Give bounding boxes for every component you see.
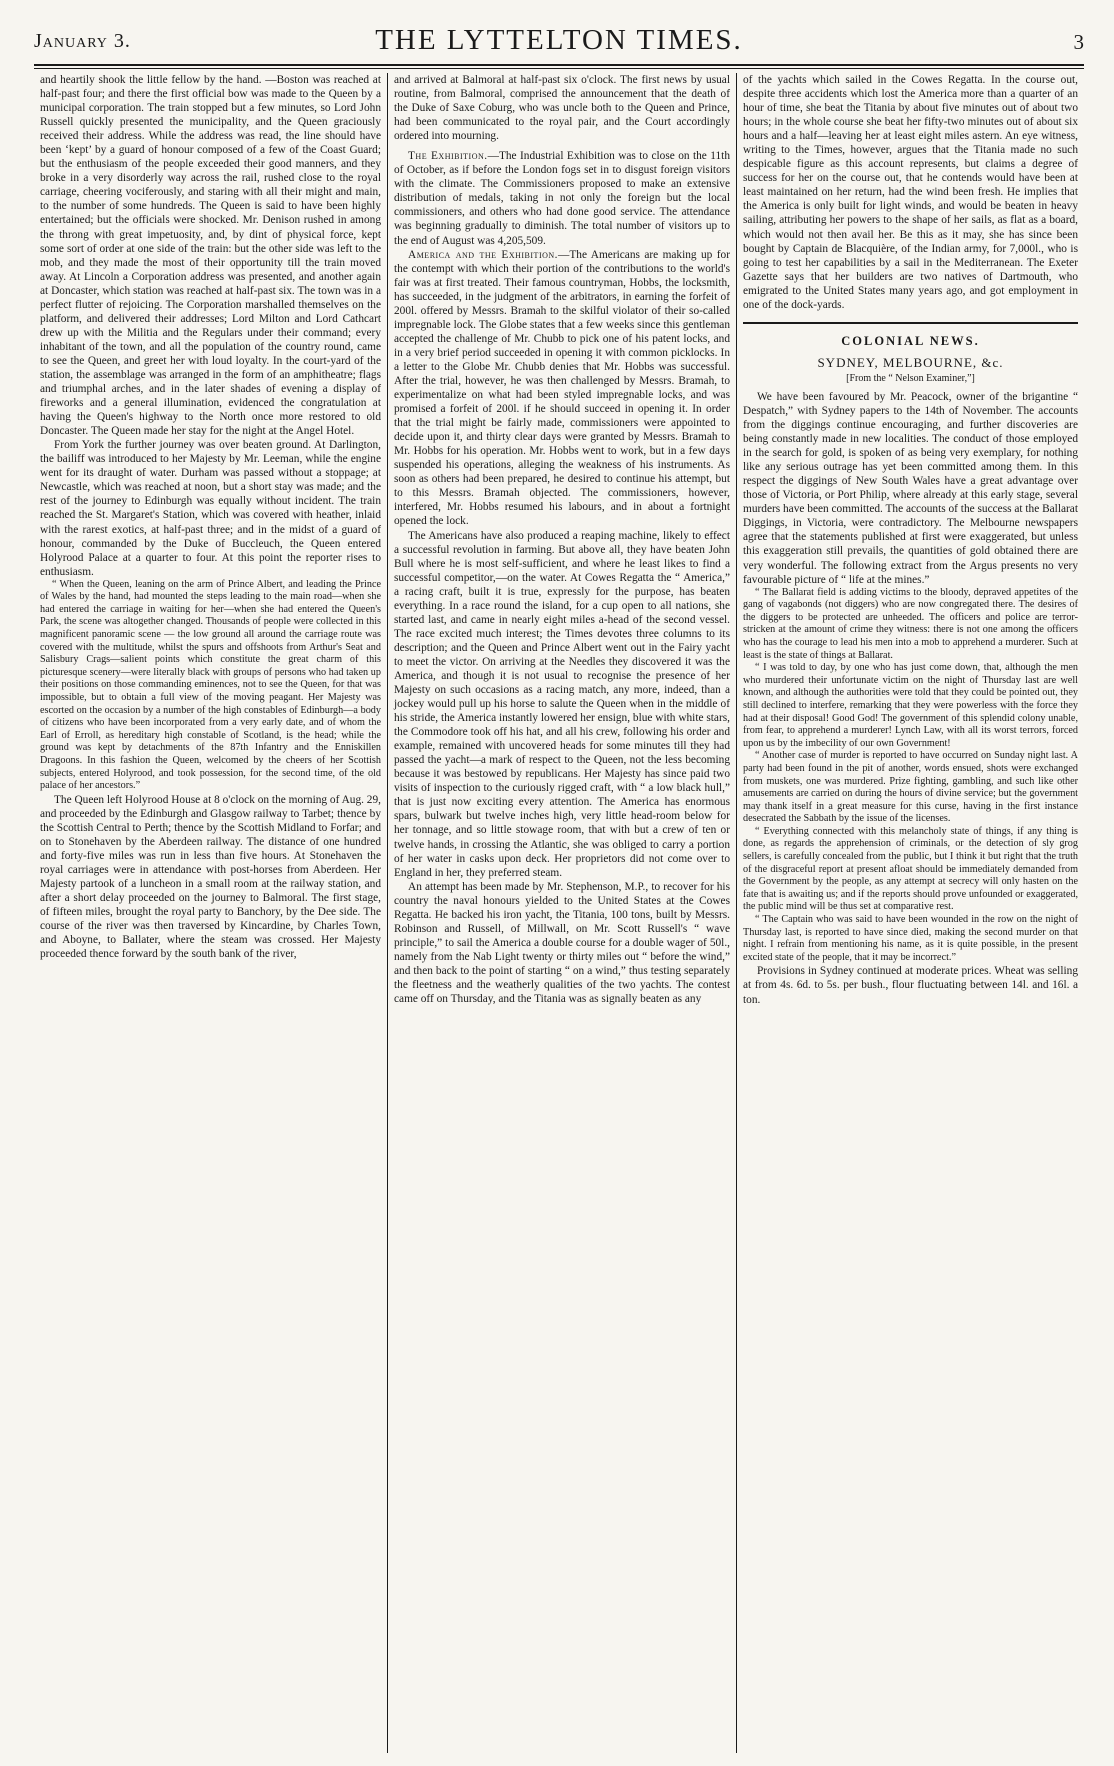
balmoral-arrival-paragraph: and arrived at Balmoral at half-past six o'clock. The first news by usual routine, from Balmoral, comprised the announcement that the death of the Duke of Saxe Coburg, who was uncle both to the Queen and Prince, had been communicated to the royal pair, and the Court accordingly ordered into mourning. [394, 74, 730, 143]
article-columns [34, 73, 1084, 1753]
royal-tour-paragraph: and heartily shook the little fellow by the hand. —Boston was reached at half-past four; and there the first official bow was made to the Queen by a municipal corporation. The train stopped but a few minutes, so Lord John Russell quickly presented the municipality, and the Queen graciously received their address. While the address was read, the line should have been ‘kept’ by a guard of honour composed of a few of the Coast Guard; but the enthusiasm of the people exceeded their good manners, and they broke in a very disorderly way across the rail, rushed close to the royal carriage, cheering vociferously, and staring with all their might and main, to the number of some hundreds. The Queen is said to have been highly entertained; but the officials were shocked. Mr. Denison rushed in among the throng with great impetuosity, and, by dint of physical force, kept some sort of order at one side of the train: but the other side was left to the mob, and they made the most of their opportunity till the train moved away. At Lincoln a Corporation address was presented, and another again at Doncaster, which station was reached at half-past six. The town was in a perfect flutter of rejoicing. The Corporation marshalled themselves on the platform, and delivered their addresses; Lord Milton and Lord Cathcart drew up with the Militia and the Regulars under their command; every inhabitant of the town, and all the population of the country round, came to see the Queen, and greet her with loud loyalty. In the court-yard of the station, the assemblage was arranged in the form of an amphitheatre; flags and triumphal arches, and in the later shades of evening a display of fireworks and a general illumination, evidenced the congratulation at having the Queen's highway to the North once more restored to old Doncaster. The Queen made her stay for the night at the Angel Hotel. [40, 74, 381, 438]
newspaper-title: THE LYTTELTON TIMES. [375, 24, 743, 56]
reaping-machine-paragraph: The Americans have also produced a reaping machine, likely to effect a successful revolution in farming. But above all, they have beaten John Bull where he is most self-sufficient, and where he least likes to find a successful competitor,—on the water. At Cowes Regatta the “ America,” a racing craft, built it is true, expressly for the purpose, has beaten everything. In a race round the island, for a cup open to all nations, she started last, and came in nearly eight miles a-head of the second vessel. The race excited much interest; the Times devotes three columns to its description; and the Queen and Prince Albert went out in the Fairy yacht to meet the victor. On arriving at the Needles they discovered it was the America, and though it is not usual to recognise the presence of her Majesty on such occasions as a racing match, any more, indeed, than a jockey would pull up his horse to salute the Queen when in the middle of his stride, the America instantly lowered her ensign, blue with white stars, the Commodore took off his hat, and all his crew, following his order and example, remained with uncovered heads for some minutes till they had passed the yacht—a mark of respect to the Queen, not the less becoming because it was bestowed by republicans. Her Majesty has since paid two visits of inspection to the curiously rigged craft, with “ a low black hull,” that is just now exciting every attention. The America has enormous spars, bulwark but twelve inches high, very little head-room below for her tonnage, and so little stowage room, that with but a crew of ten or twelve hands, in crossing the Atlantic, she was obliged to carry a portion of her water in casks upon deck. Her proprietors did not come over to England in her, they preferred steam. [394, 529, 730, 879]
section-divider [743, 322, 1078, 324]
column-2 [388, 73, 737, 1753]
regatta-paragraph: of the yachts which sailed in the Cowes Regatta. In the course out, despite three accidents which lost the America more than a quarter of an hour of time, she beat the Titania by about five minutes out of about two hours; in the whole course she beat her fifty-two minutes out of about six hours and a half—leaving her at least eight miles astern. An eye witness, writing to the Times, however, argues that the Titania made no such despicable figure as this account represents, but claims a degree of success for her on the course out, that he contends would have been at least maintained on her return, had the wind been fresh. He implies that the America is only built for light winds, and would be beaten in heavy sailing, attributing her powers to the shape of her sails, as flat as a board, which would not then avail her. Be this as it may, she has since been bought by Captain de Blacquière, of the Indian army, for 7,000l., who is going to test her capabilities by a sail in the Mediterranean. The Exeter Gazette says that her builders are two natives of Dartmouth, who emigrated to the United States many years ago, and got employment in one of the dock-yards. [743, 74, 1078, 311]
ballarat-quote-5: “ The Captain who was said to have been wounded in the row on the night of Thursday last, is reported to have since died, making the second murder on that night. I refrain from mentioning his name, as it is quite possible, in the present excited state of the people, that it may be incorrect.” [743, 914, 1078, 963]
ballarat-quote-2: “ I was told to day, by one who has just come down, that, although the men who murdered their unfortunate victim on the night of Thursday last are well known, and although the authorities were told that they could be pointed out, they still declined to interfere, remarking that they were powerless with the force they had at their disposal! Good God! The government of this splendid colony unable, from fear, to apprehend a murderer! Lynch Law, with all its worst terrors, forced upon us by the imbecility of our own Government! [743, 662, 1078, 749]
ballarat-quote-3: “ Another case of murder is reported to have occurred on Sunday night last. A party had been found in the pit of another, words ensued, shots were exchanged from muskets, one was murdered. Prize fighting, gambling, and such like other amusements are carried on during the hours of divine service; but the government may thank itself in a great measure for this curse, having in the first instance desecrated the Sabbath by the issue of the licenses. [743, 750, 1078, 825]
page-number: 3 [1073, 30, 1084, 54]
york-paragraph: From York the further journey was over beaten ground. At Darlington, the bailiff was introduced to her Majesty by Mr. Leeman, while the engine went for its draught of water. Durham was passed without a stoppage; at Newcastle, which was reached at noon, but a short stay was made; and the rest of the journey to Edinburgh was equally without incident. The train reached the St. Margaret's Station, which was covered with heather, inlaid with the rarest exotics, at half-past three; and in the midst of a guard of honour, commanded by the Duke of Buccleuch, the Queen entered Holyrood Palace at a quarter to four. At this point the reporter rises to enthusiasm. [40, 439, 381, 578]
masthead [34, 22, 1084, 62]
america-exhibition-text: —The Americans are making up for the contempt with which their portion of the contributions to the world's fair was at first treated. Their famous countryman, Hobbs, the locksmith, has succeeded, in the judgment of the arbitrators, in earning the forfeit of 200l. offered by Messrs. Bramah to the skilful violator of their so-called impregnable lock. The Globe states that a few weeks since this gentleman accepted the challenge of Mr. Chubb to pick one of his patent locks, and in a very brief period succeeded in opening it with common picklocks. In a letter to the Globe Mr. Chubb denies that Mr. Hobbs was successful. After the trial, however, he was then challenged by Messrs. Bramah, to experimentalize on what had been styled impregnable locks, and was promised a forfeit of 200l. if he should succeed in opening it. In order that the trial might be fairly made, commissioners were appointed to decide upon it, and thirty clear days were granted by Messrs. Bramah to Mr. Hobbs for his operation. Mr. Hobbs went to work, but in a few days suspended his operations, alleging the weakness of his instruments. As soon as others had been prepared, he desired to continue his attempt, but to this Messrs. Bramah objected. The commissioners, however, interfered, Mr. Hobbs resumed his labours, and in about a fortnight opened the lock. [394, 248, 730, 528]
masthead-rule [34, 64, 1084, 66]
colonial-news-heading: COLONIAL NEWS. [841, 333, 980, 348]
america-exhibition-heading: America and the Exhibition. [408, 248, 559, 261]
column-3 [737, 73, 1084, 1753]
source-attribution: [From the “ Nelson Examiner,”] [846, 372, 975, 384]
holyrood-quote: “ When the Queen, leaning on the arm of Prince Albert, and leading the Prince of Wales by the hand, had mounted the steps leading to the main road—when she had entered the carriage in waiting for her—when she had entered the Queen's Park, the scene was altogether changed. Thousands of people were collected in this magnificent panoramic scene — the low ground all around the carriage route was covered with the multitude, whilst the spurs and offshoots from Arthur's Seat and Salisbury Crags—salient points which constitute the great charm of this picturesque scenery—were literally black with groups of persons who had taken up their positions on those commanding eminences, not to see the Queen, for that was impossible, but to obtain a full view of the moving peagant. Her Majesty was escorted on the occasion by a number of the high constables of Edinburgh—a body of citizens who have been incorporated from a very early date, and of whom the Earl of Erroll, as hereditary high constable of Scotland, is the head; while the ground was kept by detachments of the 87th Infantry and the Enniskillen Dragoons. In this fashion the Queen, welcomed by the cheers of her Scottish subjects, entered Holyrood, and took possession, for the second time, of the old palace of her ancestors.” [40, 578, 381, 792]
issue-date: January 3. [34, 30, 131, 52]
exhibition-paragraph [394, 149, 730, 247]
exhibition-heading: The Exhibition. [408, 150, 488, 163]
exhibition-text: —The Industrial Exhibition was to close on the 11th of October, as if before the London fogs set in to disgust foreign visitors with the climate. The Commissioners proposed to make an extensive distribution of medals, taking in not only the foreign but the local commissioners, and others who had done good service. The attendance was beginning gradually to diminish. The total number of visitors up to the end of August was 4,205,509. [394, 150, 730, 247]
column-1 [34, 73, 388, 1753]
ballarat-quote-1: “ The Ballarat field is adding victims to the bloody, depraved appetites of the gang of vagabonds (not diggers) who are now congregated there. The desires of the diggers to be protected are unheeded. The officers and police are terror-stricken at the amount of crime they witness: there is not one among the officers who has the courage to lead his men into a mob to apprehend a murderer. Such at least is the state of things at Ballarat. [743, 586, 1078, 661]
peacock-paragraph: We have been favoured by Mr. Peacock, owner of the brigantine “ Despatch,” with Sydney papers to the 14th of November. The accounts from the diggings continue encouraging, and further discoveries are being constantly made in new localities. The conduct of those employed in the search for gold, is spoken of as being very exemplary, for nothing like any serious outrage has yet been committed among them. In this respect the diggings of New South Wales have a great advantage over those of Victoria, or Port Philip, where already at this early stage, several murders have been committed. The accounts of the success at the Ballarat Diggings, in Victoria, were contradictory. The Melbourne newspapers agree that the statements published at first were exaggerated, but unless this exaggeration still prevails, the quantities of gold obtained there are very wonderful. The following extract from the Argus presents no very favourable picture of “ life at the mines.” [743, 390, 1078, 586]
stephenson-paragraph: An attempt has been made by Mr. Stephenson, M.P., to recover for his country the naval honours yielded to the United States at the Cowes Regatta. He backed his iron yacht, the Titania, 100 tons, built by Messrs. Robinson and Russell, of Millwall, on Mr. Scott Russell's “ wave principle,” to sail the America a double course for a double wager of 50l., namely from the Nab Light twenty or thirty miles out “ before the wind,” and then back to the point of starting “ on a wind,” thus testing separately the fleetness and the weatherly qualities of the two yachts. The contest came off on Thursday, and the Titania was as signally beaten as any [394, 880, 730, 1006]
ballarat-quote-4: “ Everything connected with this melancholy state of things, if any thing is done, as regards the apprehension of criminals, or the detection of sly grog sellers, is carefully concealed from the public, but I think it but right that the truth of the disgraceful report at present afloat should be immediately demanded from the Government by the people, as any attempt at secrecy will only hasten on the fate that is awaiting us; and if the reports should prove unfounded or exaggerated, the public mind will be thus set at comparative rest. [743, 825, 1078, 913]
masthead-rule-thin [34, 68, 1084, 69]
balmoral-journey-paragraph: The Queen left Holyrood House at 8 o'clock on the morning of Aug. 29, and proceeded by the Edinburgh and Glasgow railway to Tarbet; thence by the Scottish Central to Perth; thence by the Scottish Midland to Forfar; and on to Stonehaven by the Aberdeen railway. The distance of one hundred and forty-five miles was run in less than five hours. At Stonehaven the royal carriages were in attendance with post-horses from Aberdeen. Her Majesty partook of a luncheon in a small room at the railway station, and after a short delay proceeded on the journey to Balmoral. The first stage, of fifteen miles, brought the royal party to Banchory, by the Dee side. The course of the river was then traversed by Kincardine, by Charles Town, and Aboyne, to Ballater, where the steam was crossed. Her Majesty proceeded thence forward by the south bank of the river, [40, 793, 381, 961]
provisions-paragraph: Provisions in Sydney continued at moderate prices. Wheat was selling at from 4s. 6d. to 5s. per bush., flour fluctuating between 14l. and 16l. a ton. [743, 965, 1078, 1006]
america-exhibition-paragraph [394, 248, 730, 529]
sydney-melbourne-subheading: SYDNEY, MELBOURNE, &c. [817, 354, 1004, 370]
